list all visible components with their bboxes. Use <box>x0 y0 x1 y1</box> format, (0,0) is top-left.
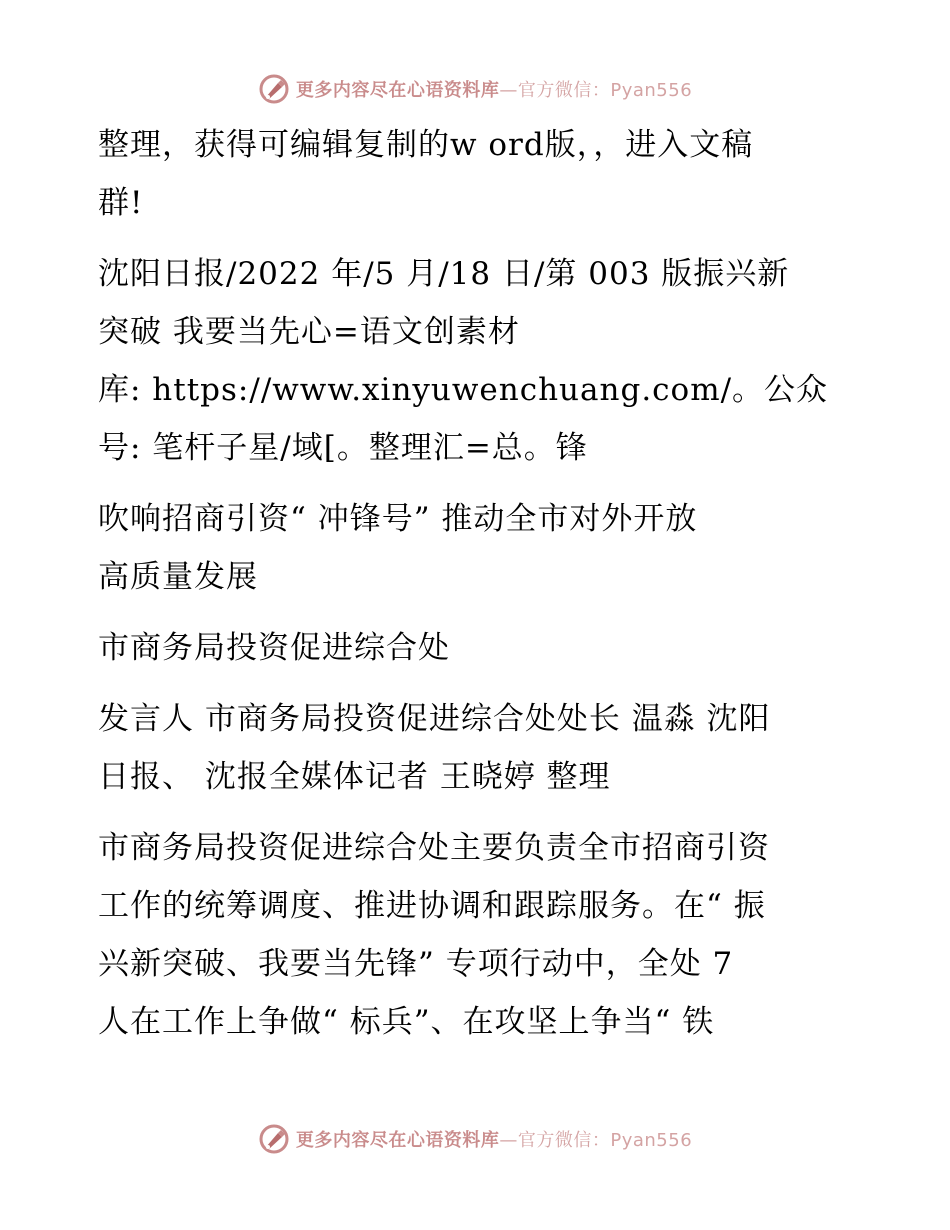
speaker-line: 发言人 市商务局投资促进综合处处长 温淼 沈阳 <box>98 701 771 737</box>
source-line: 号: 笔杆子星/域[。整理汇=总。锋 <box>98 430 588 466</box>
intro-paragraph <box>98 116 843 232</box>
body-line: 人在工作上争做“ 标兵”、在攻坚上争当“ 铁 <box>98 1004 715 1040</box>
watermark-wechat: Pyan556 <box>610 80 693 101</box>
source-paragraph <box>98 245 843 477</box>
watermark-brand: 更多内容尽在心语资料库 <box>295 1130 500 1151</box>
pen-nib-logo-icon <box>258 1123 290 1155</box>
headline-line: 吹响招商引资“ 冲锋号” 推动全市对外开放 <box>98 501 698 537</box>
source-line: 沈阳日报/2022 年/5 月/18 日/第 003 版振兴新 <box>98 256 790 292</box>
speaker-paragraph <box>98 690 843 806</box>
department-paragraph <box>98 619 843 677</box>
watermark-brand: 更多内容尽在心语资料库 <box>295 80 500 101</box>
body-line: 市商务局投资促进综合处主要负责全市招商引资 <box>98 830 770 866</box>
footer-watermark <box>0 1121 950 1157</box>
body-line: 工作的统筹调度、推进协调和跟踪服务。在“ 振 <box>98 888 766 924</box>
department-line: 市商务局投资促进综合处 <box>98 630 450 666</box>
watermark-dash: — <box>499 80 518 101</box>
header-watermark <box>0 71 950 107</box>
intro-line: 整理，获得可编辑复制的w ord版，，进入文稿 <box>98 127 754 163</box>
intro-line: 群! <box>98 185 144 221</box>
headline-paragraph <box>98 490 843 606</box>
source-line: 库: https://www.xinyuwenchuang.com/。公众 <box>98 372 829 408</box>
headline-line: 高质量发展 <box>98 559 258 595</box>
watermark-dash: — <box>499 1130 518 1151</box>
body-paragraph <box>98 819 843 1051</box>
watermark-official: 官方微信： <box>517 1130 611 1151</box>
watermark-wechat: Pyan556 <box>610 1130 693 1151</box>
watermark-official: 官方微信： <box>517 80 611 101</box>
watermark-text <box>296 1126 692 1152</box>
pen-nib-logo-icon <box>258 73 290 105</box>
watermark-text <box>296 76 692 102</box>
document-body <box>98 116 843 1051</box>
body-line: 兴新突破、我要当先锋” 专项行动中，全处 7 <box>98 946 734 982</box>
source-line: 突破 我要当先心=语文创素材 <box>98 314 520 350</box>
speaker-line: 日报、 沈报全媒体记者 王晓婷 整理 <box>98 759 611 795</box>
